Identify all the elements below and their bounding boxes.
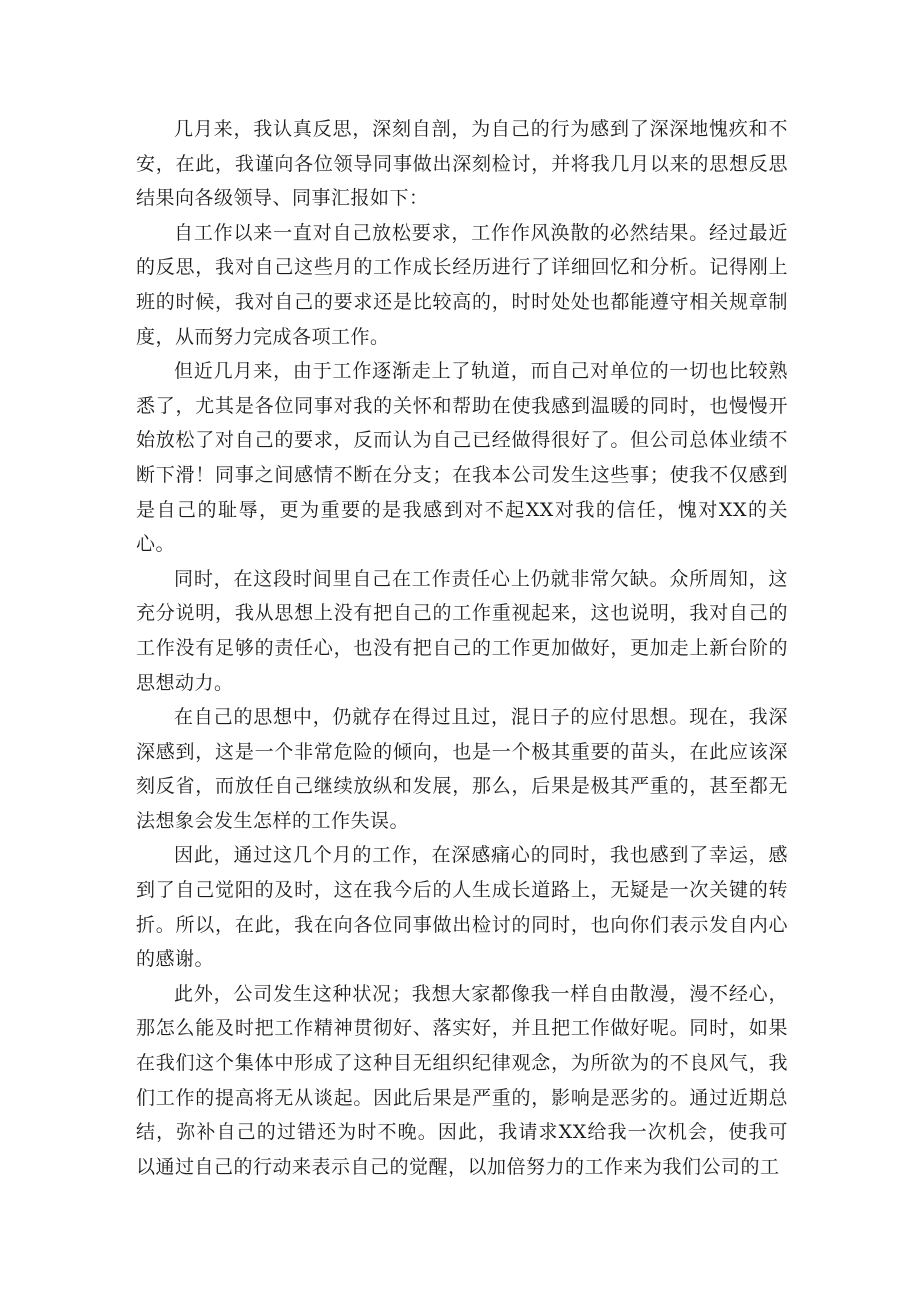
paragraph-1: 几月来，我认真反思，深刻自剖，为自己的行为感到了深深地愧疚和不安，在此，我谨向各位领导同事做出深刻检讨，并将我几月以来的思想反思结果向各级领导、同事汇报如下： — [136, 118, 788, 210]
paragraph-3: 但近几月来，由于工作逐渐走上了轨道，而自己对单位的一切也比较熟悉了，尤其是各位同事对我的关怀和帮助在使我感到温暖的同时，也慢慢开始放松了对自己的要求，反而认为自己已经做得很好了。但公司总体业绩不断下滑！同事之间感情不断在分支；在我本公司发生这些事；使我不仅感到是自己的耻辱，更为重要的是我感到对不起XX对我的信任，愧对XX的关心。 — [136, 360, 788, 556]
paragraph-6: 因此，通过这几个月的工作，在深感痛心的同时，我也感到了幸运，感到了自己觉阳的及时，这在我今后的人生成长道路上，无疑是一次关键的转折。所以，在此，我在向各位同事做出检讨的同时，也向你们表示发自内心的感谢。 — [136, 844, 788, 971]
document-body — [136, 112, 788, 1184]
paragraph-2: 自工作以来一直对自己放松要求，工作作风涣散的必然结果。经过最近的反思，我对自己这些月的工作成长经历进行了详细回忆和分析。记得刚上班的时候，我对自己的要求还是比较高的，时时处处也都能遵守相关规章制度，从而努力完成各项工作。 — [136, 221, 788, 348]
paragraph-7: 此外，公司发生这种状况；我想大家都像我一样自由散漫，漫不经心，那怎么能及时把工作精神贯彻好、落实好，并且把工作做好呢。同时，如果在我们这个集体中形成了这种目无组织纪律观念，为所欲为的不良风气，我们工作的提高将无从谈起。因此后果是严重的，影响是恶劣的。通过近期总结，弥补自己的过错还为时不晚。因此，我请求XX给我一次机会，使我可以通过自己的行动来表示自己的觉醒，以加倍努力的工作来为我们公司的工 — [136, 982, 788, 1178]
paragraph-4: 同时，在这段时间里自己在工作责任心上仍就非常欠缺。众所周知，这充分说明，我从思想上没有把自己的工作重视起来，这也说明，我对自己的工作没有足够的责任心，也没有把自己的工作更加做好，更加走上新台阶的思想动力。 — [136, 567, 788, 694]
paragraph-5: 在自己的思想中，仍就存在得过且过，混日子的应付思想。现在，我深深感到，这是一个非常危险的倾向，也是一个极其重要的苗头，在此应该深刻反省，而放任自己继续放纵和发展，那么，后果是极其严重的，甚至都无法想象会发生怎样的工作失误。 — [136, 706, 788, 832]
